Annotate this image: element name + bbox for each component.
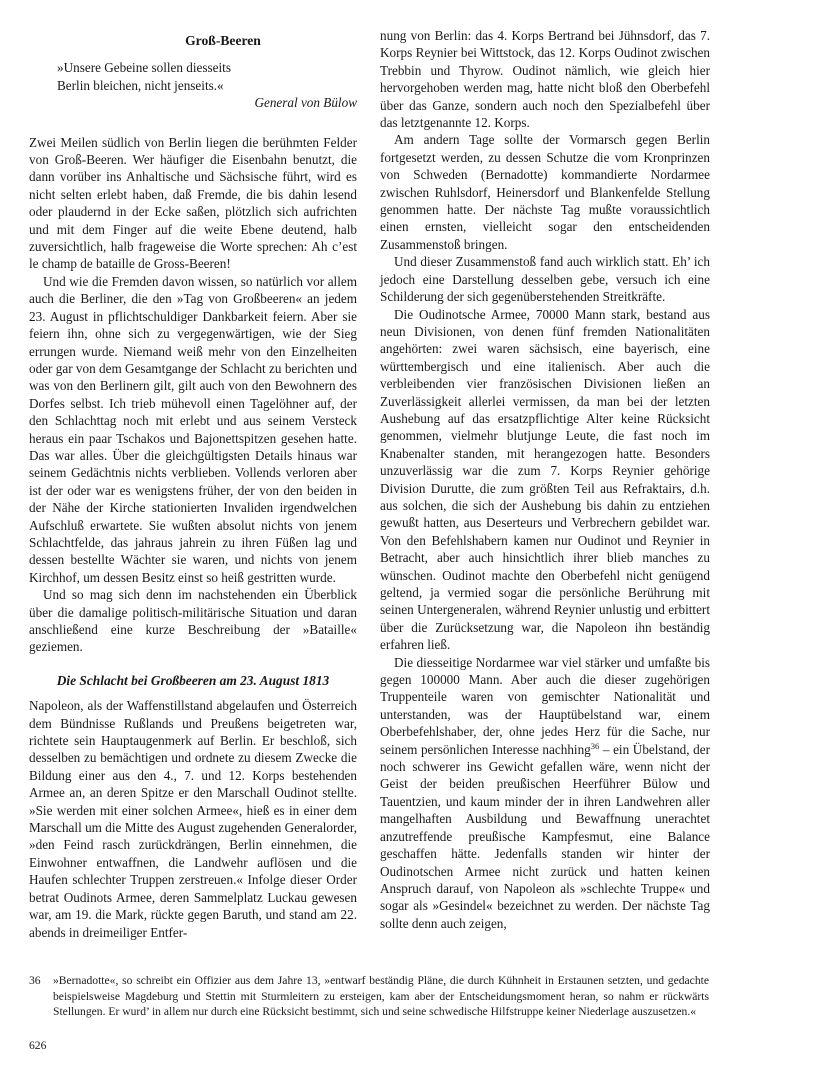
- paragraph-with-footnote: [380, 654, 710, 933]
- page-number: 626: [29, 1039, 47, 1052]
- epigraph-line: »Unsere Gebeine sollen diesseits: [57, 60, 231, 76]
- paragraph: Die Oudinotsche Armee, 70000 Mann stark, bestand aus neun Divisionen, von denen fünf fremden Nationalitäten angehörten: zwei waren sächsisch, eine bayerisch, eine württembergisch und eine italienisch. Aber auch die verbleibenden vier französischen Divisionen ließen an Zuverlässigkeit allerlei vermissen, da man bei der letzten Aushebung auf das ersatzpflichtige Alter keine Rücksicht genommen, vielmehr blutjunge Leute, die fast noch im Knabenalter standen, mit herangezogen hatte. Besonders unzuverlässig war die zum 7. Korps Reynier gehörige Division Durutte, die zum größten Teil aus Refraktairs, d.h. aus solchen, die sich der Aushebung bis dahin zu entziehen gewußt hatten, aus Deserteurs und Verbrechern gebildet war. Von den Befehlshabern kamen nur Oudinot und Reynier in Betracht, aber auch hinsichtlich ihrer blieb manches zu wünschen. Oudinot machte den Oberbefehl nicht genügend geltend, ja vermied sogar die persönliche Berührung mit seinen Untergeneralen, während Reynier unlustig und erbittert über die Zurücksetzung war, die Napoleon ihn beständig erfahren ließ.: [380, 306, 710, 653]
- footnote-number: 36: [29, 974, 41, 987]
- paragraph: Und so mag sich denn im nachstehenden ein Überblick über die damalige politisch-militärische Situation und daran anschließend eine kurze Beschreibung der »Bataille« geziemen.: [29, 587, 357, 655]
- epigraph: [57, 59, 357, 111]
- left-column: [29, 28, 357, 941]
- paragraph-flowing: Napoleon, als der Waffenstillstand abgelaufen und Österreich dem Bündnisse Rußlands und Preußens beigetreten war, richtete sein Hauptaugenmerk auf Berlin. Er beschloß, sich desselben zu bemächtigen und ordnete zu diesem Zwecke die Bildung einer aus den 4., 7. und 12. Korps bestehenden Armee an, an deren Spitze er den Marschall Oudinot stellte. »Sie werden mit einer solchen Armee«, hieß es in einer dem Marschall um die Mitte des August zugehenden Generalorder, »den Feind rasch zurückdrängen, Berlin einnehmen, die Einwohner entwaffnen, die Landwehr auflösen und die Haufen schlechter Truppen zerstreuen.« Infolge dieser Order betrat Oudinots Armee, deren Sammelplatz Luckau gewesen war, am 19. die Mark, rückte gegen Baruth, und stand am 22. abends in dreimeiliger Entfer-: [29, 698, 357, 940]
- footnote-text: »Bernadotte«, so schreibt ein Offizier aus dem Jahre 13, »entwarf beständig Pläne, die durch Kühnheit in Erstaunen setzten, und gedachte beispielsweise Magdeburg und Stettin mit Sturmleitern zu ersteigen, kam aber der Entscheidungsmoment heran, so nahm er rückwärts Stellungen. Er wurd’ in allem nur durch eine Rücksicht bestimmt, sich und seine schwedische Hilfstruppe keiner Niederlage auszusetzen.«: [53, 974, 709, 1019]
- footnote-reference[interactable]: 36: [590, 740, 600, 751]
- paragraph-text: – ein Übelstand, der noch schwerer ins Gewicht gefallen wäre, wenn nicht der Geist der beiden preußischen Heerführer Bülow und Tauentzien, und kaum minder der in ihren Landwehren aller mangelhaften Ausbildung und Bewaffnung unerachtet anzutreffende preußische Kampfesmut, eine Balance geschaffen hätte. Jedenfalls standen wir hinter der Oudinotschen Armee nicht zurück und hatten keinen Anspruch darauf, von Napoleon als »schlechte Truppe« und sogar als »Gesindel« bezeichnet zu werden. Der nächste Tag sollte denn auch zeigen,: [380, 741, 711, 931]
- footnote: [29, 973, 709, 1020]
- paragraph: Und dieser Zusammenstoß fand auch wirklich statt. Eh’ ich jedoch eine Darstellung desselben gebe, versuch ich eine Schilderung der sich gegenüberstehenden Streitkräfte.: [380, 254, 710, 305]
- paragraph: Und wie die Fremden davon wissen, so natürlich vor allem auch die Berliner, die den »Tag von Großbeeren« an jedem 23. August in pflichtschuldiger Dankbarkeit feiern. Aber sie feiern ihn, ohne sich zu vergegenwärtigen, wie der Sieg errungen wurde. Niemand weiß mehr von den Einzelheiten oder gar von dem Gesamtgange der Schlacht zu berichten und was von den Berlinern gilt, gilt auch von den Bewohnern des Dorfes selbst. Ich trieb mühevoll einen Tagelöhner auf, der den Schlachttag noch mit erlebt und aus seinem Versteck heraus ein paar Tschakos und Bajonettspitzen gesehen hatte. Das war alles. Über die gleichgültigsten Details hinaus war seinem Gedächtnis nichts verblieben. Vollends verloren aber ist der oder war es wenigstens früher, der von den beiden in der Nähe der Kirche stationierten Invaliden irgendwelchen Aufschluß erwartete. Sie wußten absolut nichts von jenem Schlachtfelde, das jahraus jahrein zu ihren Füßen lag und dessen bestellte Wächter sie waren, und nichts von jenem Kirchhof, um dessen Besitz einst so heiß gestritten wurde.: [29, 273, 357, 585]
- paragraph: Am andern Tage sollte der Vormarsch gegen Berlin fortgesetzt werden, zu dessen Schutze die vom Kronprinzen von Schweden (Bernadotte) kommandierte Nordarmee zwischen Ruhlsdorf, Heinersdorf und Blankenfelde Stellung genommen hatte. Der nächste Tag mußte voraussichtlich einen ernsten, vielleicht sogar den entscheidenden Zusammenstoß bringen.: [380, 132, 710, 252]
- epigraph-line: Berlin bleichen, nicht jenseits.«: [57, 77, 224, 93]
- article-title: Groß-Beeren: [185, 33, 261, 48]
- paragraph-text: Die diesseitige Nordarmee war viel stärker und umfaßte bis gegen 100000 Mann. Aber auch die dieser zugehörigen Truppenteile waren von gemischter Nationalität und unterstanden, was der Hauptübelstand war, einem Oberbefehlshaber, der, ohne jedes Herz für die Sache, nur seinem persönlichen Interesse nachhing: [380, 654, 710, 757]
- paragraph: Zwei Meilen südlich von Berlin liegen die berühmten Felder von Groß-Beeren. Wer häufiger die Eisenbahn benutzt, die dann vorüber ins Anhaltische und Sächsische führt, wird es nicht selten erlebt haben, daß Fremde, die bis dahin lesend oder plaudernd in der Ecke saßen, plötzlich sich aufrichten und mit dem Finger auf die weite Ebene deutend, halb zuversichtlich, halb frageweise die Worte sprechen: Ah c’est le champ de bataille de Gross-Beeren!: [29, 134, 357, 272]
- right-column: [380, 27, 710, 932]
- paragraph-continued: nung von Berlin: das 4. Korps Bertrand bei Jühnsdorf, das 7. Korps Reynier bei Wittstock, das 12. Korps Oudinot zwischen Trebbin und Thyrow. Oudinot nämlich, wie gleich hier hervorgehoben werden mag, hatte nicht bloß den Oberbefehl über das Ganze, sondern auch noch den Spezialbefehl über das letztgenannte 12. Korps.: [380, 28, 710, 131]
- epigraph-attribution: General von Bülow: [254, 95, 357, 111]
- section-heading: Die Schlacht bei Großbeeren am 23. August 1813: [56, 672, 330, 688]
